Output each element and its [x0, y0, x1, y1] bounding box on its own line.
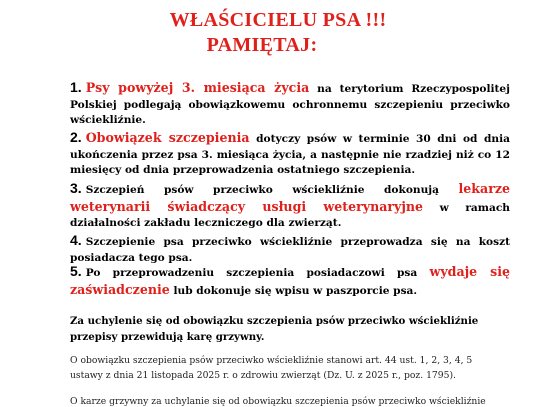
item-number: 3.	[70, 180, 82, 196]
rule-item-4	[70, 233, 510, 266]
headline-title: WŁAŚCICIELU PSA !!!	[169, 9, 387, 31]
item-text: na terytorium Rzeczypospolitej Polskiej podlegają obowiązkowemu ochronnemu szczepieniu przeciwko wściekliźnie.	[70, 83, 510, 127]
highlighted-text: lekarze weterynarii świadczący usługi weterynaryjne	[70, 181, 510, 214]
item-number: 5.	[70, 263, 82, 279]
item-text: w ramach działalności zakładu leczniczego dla zwierząt.	[70, 201, 510, 230]
item-number: 2.	[70, 129, 82, 145]
penalty-legal-note: O karze grzywny za uchylanie się od obowiązku szczepienia psów przeciwko wściekliźnie	[70, 396, 486, 407]
highlighted-text: Psy powyżej 3. miesiąca życia	[85, 80, 310, 95]
rule-item-5	[70, 264, 510, 299]
rule-item-1	[70, 80, 510, 129]
highlighted-text: wydaje się zaświadczenie	[70, 264, 511, 297]
rule-item-2	[70, 130, 510, 179]
item-text: lub dokonuje się wpisu w paszporcie psa.	[169, 284, 418, 297]
penalty-note: Za uchylenie się od obowiązku szczepienia psów przeciwko wściekliźnie przepisy przewidują karę grzywny.	[70, 315, 479, 343]
item-text: Szczepień psów przeciwko wściekliźnie dokonują	[85, 184, 459, 196]
rule-item-3	[70, 181, 510, 232]
item-text: Po przeprowadzeniu szczepienia posiadaczowi psa	[85, 267, 430, 279]
item-text: Szczepienie psa przeciwko wściekliźnie przeprowadza się na koszt posiadacza tego psa.	[70, 236, 510, 264]
item-number: 4.	[70, 232, 82, 248]
item-text: dotyczy psów w terminie 30 dni od dnia ukończenia przez psa 3. miesiąca życia, a następnie nie rzadziej niż co 12 miesięcy od dnia przeprowadzenia ostatniego szczepienia.	[70, 133, 510, 177]
highlighted-text: Obowiązek szczepienia	[85, 130, 250, 145]
legal-basis-note: O obowiązku szczepienia psów przeciwko wściekliźnie stanowi art. 44 ust. 1, 2, 3, 4, 5 ustawy z dnia 21 listopada 2025 r. o zdrowiu zwierząt (Dz. U. z 2025 r., poz. 1795).	[70, 355, 473, 381]
headline-subtitle: PAMIĘTAJ:	[206, 34, 318, 56]
item-number: 1.	[70, 79, 82, 95]
